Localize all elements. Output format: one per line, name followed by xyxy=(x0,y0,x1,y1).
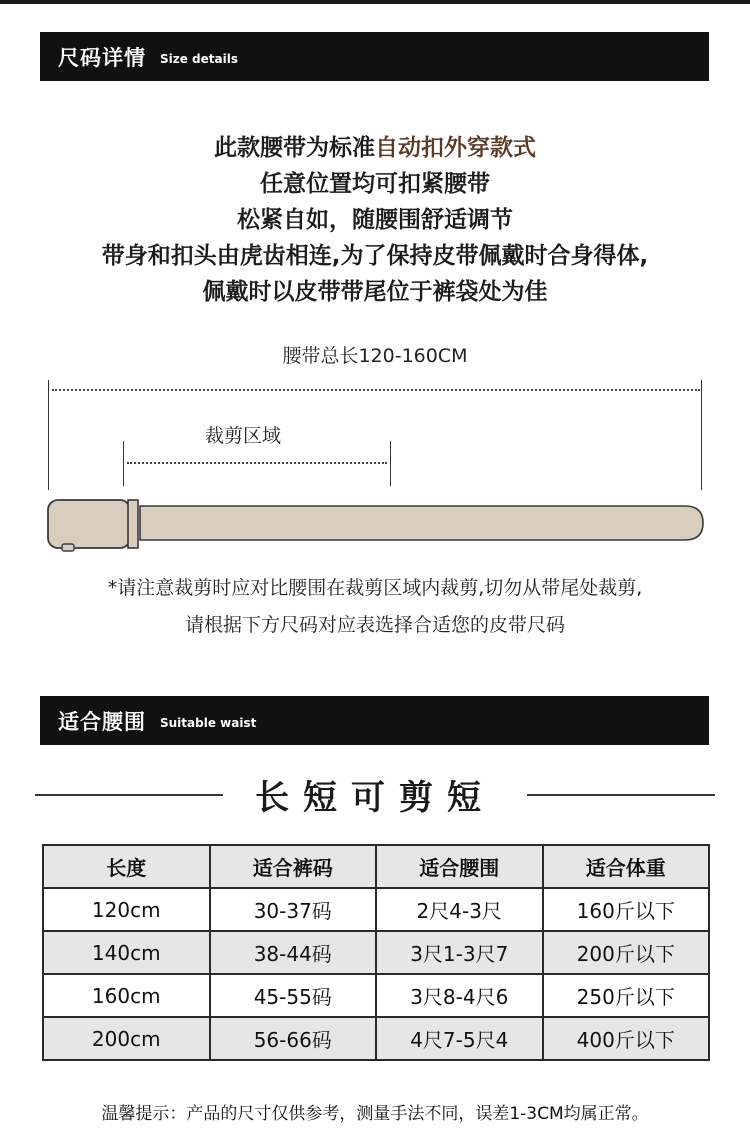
table-cell: 140cm xyxy=(43,931,210,974)
total-length-dotted-line xyxy=(52,389,700,391)
header-weight: 适合体重 xyxy=(543,845,710,888)
belt-illustration xyxy=(40,494,710,558)
table-row xyxy=(43,1017,709,1060)
table-cell: 160cm xyxy=(43,974,210,1017)
footer-tip: 温馨提示：产品的尺寸仅供参考，测量手法不同，误差1-3CM均属正常。 xyxy=(101,1104,649,1124)
suitable-waist-subtitle: Suitable waist xyxy=(160,715,257,730)
description-line-5: 佩戴时以皮带带尾位于裤袋处为佳 xyxy=(202,279,548,305)
cut-area-left-marker xyxy=(123,441,124,486)
total-length-label: 腰带总长120-160CM xyxy=(282,345,468,367)
size-details-subtitle: Size details xyxy=(160,51,238,66)
belt-description xyxy=(0,130,750,310)
description-line-4: 带身和扣头由虎齿相连,为了保持皮带佩戴时合身得体, xyxy=(101,243,649,269)
table-cell: 200cm xyxy=(43,1017,210,1060)
suitable-waist-title: 适合腰围 xyxy=(58,709,146,734)
table-row xyxy=(43,974,709,1017)
cut-area-dotted-line xyxy=(127,462,387,464)
headline-right-rule xyxy=(527,794,715,796)
description-highlight: 自动扣外穿款式 xyxy=(375,135,536,161)
table-cell: 3尺1-3尺7 xyxy=(376,931,543,974)
headline-block xyxy=(0,770,750,820)
headline-text: 长短可剪短 xyxy=(255,778,495,818)
description-line-1: 此款腰带为标准自动扣外穿款式 xyxy=(214,135,536,161)
table-cell: 38-44码 xyxy=(210,931,377,974)
belt-strap xyxy=(140,506,703,540)
table-cell: 200斤以下 xyxy=(543,931,710,974)
top-border-line xyxy=(0,0,750,4)
belt-keeper-loop xyxy=(128,500,138,548)
table-cell: 2尺4-3尺 xyxy=(376,888,543,931)
table-cell: 120cm xyxy=(43,888,210,931)
table-cell: 45-55码 xyxy=(210,974,377,1017)
cut-area-label: 裁剪区域 xyxy=(205,425,282,447)
cutting-note-line-1: *请注意裁剪时应对比腰围在裁剪区域内裁剪,切勿从带尾处裁剪, xyxy=(107,577,643,599)
header-length: 长度 xyxy=(43,845,210,888)
table-row xyxy=(43,888,709,931)
table-cell: 3尺8-4尺6 xyxy=(376,974,543,1017)
table-cell: 4尺7-5尺4 xyxy=(376,1017,543,1060)
suitable-waist-header xyxy=(40,696,709,745)
total-length-right-marker xyxy=(701,380,702,490)
table-cell: 56-66码 xyxy=(210,1017,377,1060)
table-cell: 160斤以下 xyxy=(543,888,710,931)
size-details-header xyxy=(40,32,709,81)
header-pants-size: 适合裤码 xyxy=(210,845,377,888)
belt-buckle xyxy=(48,500,130,548)
cut-area-right-marker xyxy=(390,441,391,486)
table-row xyxy=(43,931,709,974)
description-line-2: 任意位置均可扣紧腰带 xyxy=(260,171,490,197)
belt-buckle-tab xyxy=(62,544,74,551)
total-length-left-marker xyxy=(48,380,49,490)
cutting-note xyxy=(0,570,750,644)
header-waist: 适合腰围 xyxy=(376,845,543,888)
size-table-header-row xyxy=(43,845,709,888)
table-cell: 30-37码 xyxy=(210,888,377,931)
table-cell: 250斤以下 xyxy=(543,974,710,1017)
description-line-3: 松紧自如，随腰围舒适调节 xyxy=(237,207,513,233)
cutting-note-line-2: 请根据下方尺码对应表选择合适您的皮带尺码 xyxy=(184,614,565,636)
size-table xyxy=(42,844,710,1061)
table-cell: 400斤以下 xyxy=(543,1017,710,1060)
size-details-title: 尺码详情 xyxy=(58,45,146,70)
